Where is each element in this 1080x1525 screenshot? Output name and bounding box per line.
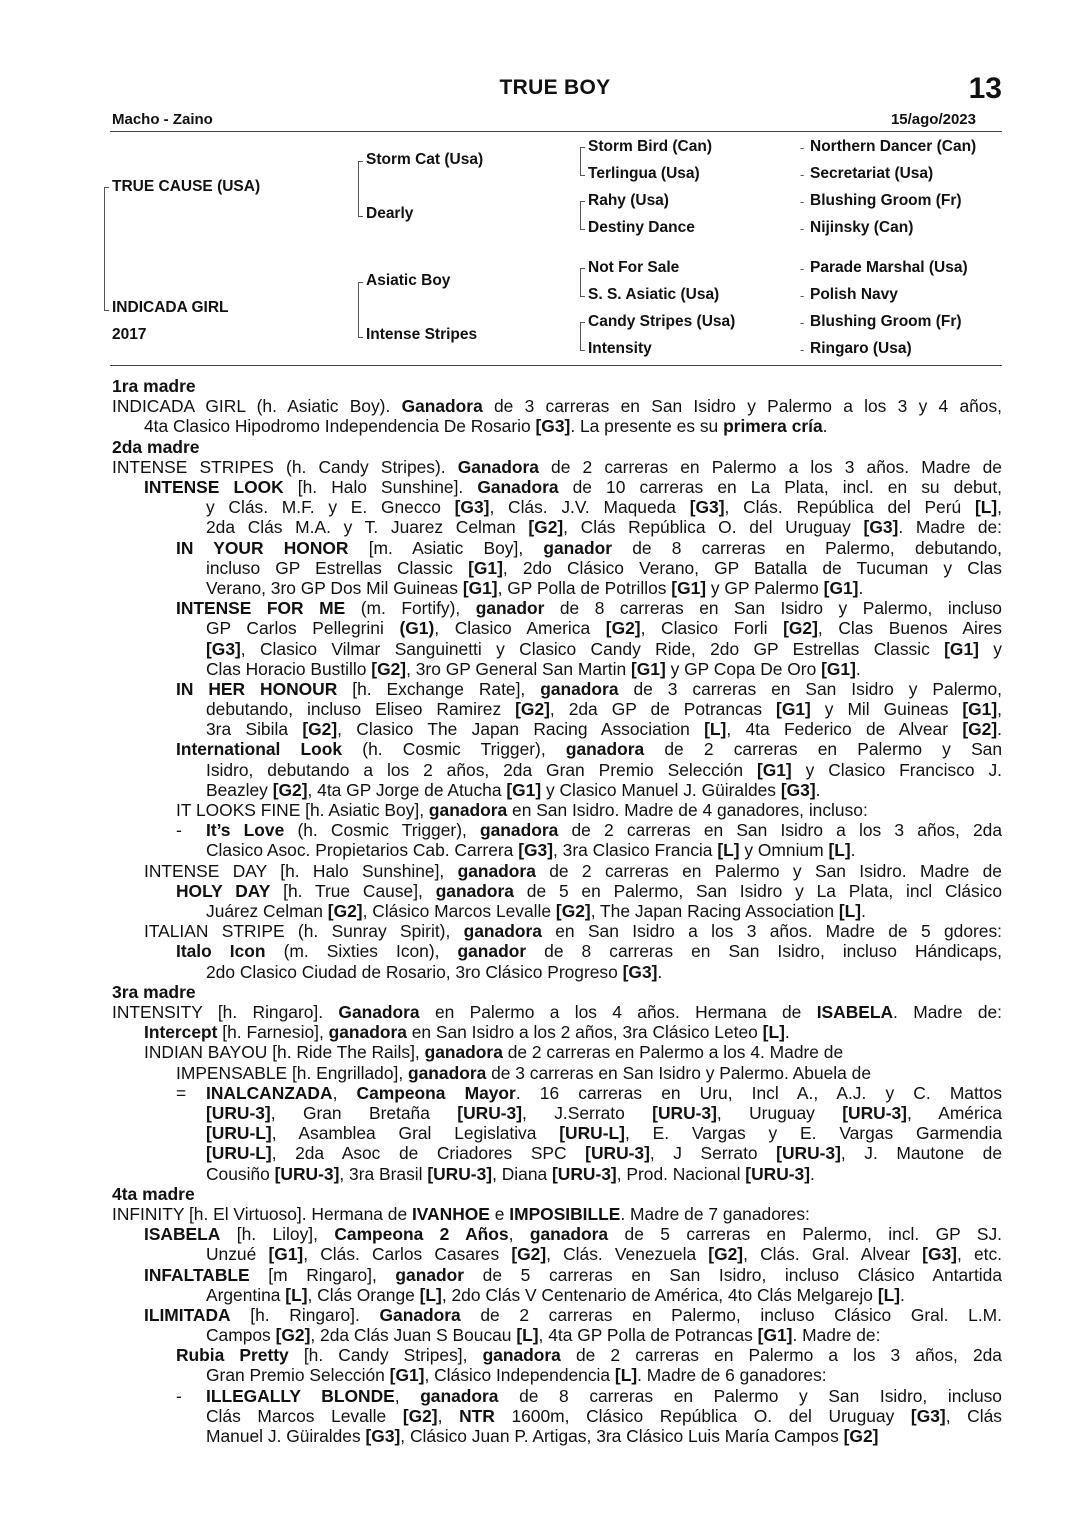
pedigree-g4-5: Parade Marshal (Usa)	[810, 259, 968, 276]
text-line: [G3], Clasico Vilmar Sanguinetti y Clasico Candy Ride, 2do GP Estrellas Classic [G1] y	[206, 638, 1002, 659]
text-line: INDIAN BAYOU [h. Ride The Rails], ganadora de 2 carreras en Palermo a los 4. Madre de	[144, 1042, 844, 1063]
horse-name: TRUE BOY	[499, 76, 611, 99]
pedigree-g3-2: Terlingua (Usa)	[588, 165, 700, 182]
pedigree-g4-6: Polish Navy	[810, 286, 898, 303]
text-line: Unzué [G1], Clás. Carlos Casares [G2], Clás. Venezuela [G2], Clás. Gral. Alvear [G3], etc.	[206, 1244, 1002, 1265]
text-line: Cousiño [URU-3], 3ra Brasil [URU-3], Diana [URU-3], Prod. Nacional [URU-3].	[206, 1163, 815, 1184]
text-line: incluso GP Estrellas Classic [G1], 2do Clásico Verano, GP Batalla de Tucuman y Clas	[206, 557, 1002, 578]
pedigree-sire: TRUE CAUSE (USA)	[112, 178, 261, 195]
female-family-text	[112, 376, 1002, 1446]
text-line: International Look (h. Cosmic Trigger), ganadora de 2 carreras en Palermo y San	[176, 739, 1002, 760]
pedigree-g4-4: Nijinsky (Can)	[810, 219, 914, 236]
text-line: ISABELA [h. Liloy], Campeona 2 Años, ganadora de 5 carreras en Palermo, incl. GP SJ.	[144, 1224, 1002, 1245]
text-line: INFALTABLE [m Ringaro], ganador de 5 carreras en San Isidro, incluso Clásico Antartida	[144, 1264, 1002, 1285]
text-line: INTENSE DAY [h. Halo Sunshine], ganadora de 2 carreras en Palermo y San Isidro. Madre de	[144, 860, 1002, 881]
pedigree-g4-3: Blushing Groom (Fr)	[810, 192, 962, 209]
section-heading: 3ra madre	[112, 981, 196, 1002]
pedigree-g2-1: Storm Cat (Usa)	[366, 151, 484, 168]
text-line: Intercept [h. Farnesio], ganadora en San Isidro a los 2 años, 3ra Clásico Leteo [L].	[144, 1022, 790, 1043]
text-line: INTENSE FOR ME (m. Fortify), ganador de 8 carreras en San Isidro y Palermo, incluso	[176, 598, 1002, 619]
pedigree-rule	[110, 365, 1002, 366]
pedigree-g3-5: Not For Sale	[588, 259, 680, 276]
text-line: HOLY DAY [h. True Cause], ganadora de 5 en Palermo, San Isidro y La Plata, incl Clásico	[176, 880, 1002, 901]
pedigree-g4-7: Blushing Groom (Fr)	[810, 313, 962, 330]
pedigree-year: 2017	[112, 326, 147, 343]
pedigree-g3-3: Rahy (Usa)	[588, 192, 669, 209]
text-line: INDICADA GIRL (h. Asiatic Boy). Ganadora de 3 carreras en San Isidro y Palermo a los 3 y 4 años,	[112, 396, 1002, 417]
list-marker: -	[176, 1385, 182, 1406]
pedigree-g4-1: Northern Dancer (Can)	[810, 138, 977, 155]
pedigree-dash: -	[800, 342, 805, 357]
text-line: INTENSE LOOK [h. Halo Sunshine]. Ganadora de 10 carreras en La Plata, incl. en su debut,	[144, 476, 1002, 497]
text-line: GP Carlos Pellegrini (G1), Clasico America [G2], Clasico Forli [G2], Clas Buenos Aires	[206, 618, 1002, 639]
pedigree-g3-4: Destiny Dance	[588, 219, 695, 236]
pedigree-dash: -	[800, 140, 805, 155]
section-heading: 1ra madre	[112, 376, 196, 396]
pedigree-g2-3: Asiatic Boy	[366, 272, 451, 289]
pedigree-dash: -	[800, 167, 805, 182]
pedigree-dash: -	[800, 261, 805, 276]
pedigree-g3-1: Storm Bird (Can)	[588, 138, 712, 155]
text-line: 2do Clasico Ciudad de Rosario, 3ro Clásico Progreso [G3].	[206, 961, 663, 982]
catalog-date: 15/ago/2023	[890, 111, 976, 128]
text-line: Isidro, debutando a los 2 años, 2da Gran Premio Selección [G1] y Clasico Francisco J.	[206, 759, 1002, 780]
text-line: IN HER HONOUR [h. Exchange Rate], ganadora de 3 carreras en San Isidro y Palermo,	[176, 678, 1002, 699]
sex-color: Macho - Zaino	[112, 111, 213, 128]
section-heading: 4ta madre	[112, 1183, 195, 1204]
text-line: Juárez Celman [G2], Clásico Marcos Levalle [G2], The Japan Racing Association [L].	[206, 901, 866, 921]
pedigree-bracket-dam	[104, 187, 109, 311]
text-line: Campos [G2], 2da Clás Juan S Boucau [L], 4ta GP Polla de Potrancas [G1]. Madre de:	[206, 1325, 881, 1346]
pedigree-g3-6: S. S. Asiatic (Usa)	[588, 286, 720, 303]
pedigree-dash: -	[800, 194, 805, 209]
text-line: Beazley [G2], 4ta GP Jorge de Atucha [G1] y Clasico Manuel J. Güiraldes [G3].	[206, 779, 821, 800]
text-line: Clasico Asoc. Propietarios Cab. Carrera [G3], 3ra Clasico Francia [L] y Omnium [L].	[206, 840, 856, 861]
pedigree-g4-2: Secretariat (Usa)	[810, 165, 934, 182]
pedigree-g2-4: Intense Stripes	[366, 326, 478, 343]
section-heading: 2da madre	[112, 436, 200, 457]
text-line: = INALCANZADA, Campeona Mayor. 16 carreras en Uru, Incl A., A.J. y C. Mattos	[176, 1082, 1002, 1103]
text-line: INFINITY [h. El Virtuoso]. Hermana de IVANHOE e IMPOSIBILLE. Madre de 7 ganadores:	[112, 1203, 810, 1224]
text-line: Verano, 3ro GP Dos Mil Guineas [G1], GP Polla de Potrillos [G1] y GP Palermo [G1].	[206, 577, 864, 598]
text-line: Clás Marcos Levalle [G2], NTR 1600m, Clásico República O. del Uruguay [G3], Clás	[206, 1405, 1002, 1426]
pedigree-bracket-g3-2	[580, 201, 585, 230]
text-line: INTENSE STRIPES (h. Candy Stripes). Ganadora de 2 carreras en Palermo a los 3 años. Madre de	[112, 456, 1002, 477]
text-line: Clas Horacio Bustillo [G2], 3ro GP General San Martin [G1] y GP Copa De Oro [G1].	[206, 658, 861, 679]
pedigree-g2-2: Dearly	[366, 205, 414, 222]
text-line: [URU-L], Asamblea Gral Legislativa [URU-L], E. Vargas y E. Vargas Garmendia	[206, 1123, 1002, 1144]
pedigree-bracket-g3-4	[580, 322, 585, 351]
pedigree-dash: -	[800, 221, 805, 236]
pedigree-bracket-sire-parents	[358, 161, 363, 217]
text-line: Rubia Pretty [h. Candy Stripes], ganadora de 2 carreras en Palermo a los 3 años, 2da	[176, 1345, 1002, 1366]
list-marker: =	[176, 1082, 187, 1103]
pedigree-dam: INDICADA GIRL	[112, 299, 229, 316]
text-line: 4ta Clasico Hipodromo Independencia De Rosario [G3]. La presente es su primera cría.	[144, 416, 828, 437]
text-line: INTENSITY [h. Ringaro]. Ganadora en Palermo a los 4 años. Hermana de ISABELA. Madre de:	[112, 1001, 1002, 1022]
pedigree-bracket-g3-1	[580, 147, 585, 176]
text-line: - It’s Love (h. Cosmic Trigger), ganadora de 2 carreras en San Isidro a los 3 años, 2da	[176, 820, 1002, 841]
text-line: 2da Clás M.A. y T. Juarez Celman [G2], Clás República O. del Uruguay [G3]. Madre de:	[206, 517, 1002, 538]
pedigree-g4-8: Ringaro (Usa)	[810, 340, 912, 357]
lot-number: 13	[968, 72, 1002, 105]
text-line: Argentina [L], Clás Orange [L], 2do Clás V Centenario de América, 4to Clás Melgarejo [L].	[206, 1284, 905, 1305]
text-line: IT LOOKS FINE [h. Asiatic Boy], ganadora en San Isidro. Madre de 4 ganadores, incluso:	[176, 800, 868, 821]
text-line: IMPENSABLE [h. Engrillado], ganadora de 3 carreras en San Isidro y Palermo. Abuela de	[176, 1062, 872, 1083]
text-line: - ILLEGALLY BLONDE, ganadora de 8 carreras en Palermo y San Isidro, incluso	[176, 1385, 1002, 1406]
text-line: 3ra Sibila [G2], Clasico The Japan Racing Association [L], 4ta Federico de Alvear [G2].	[206, 719, 1002, 740]
text-line: [URU-L], 2da Asoc de Criadores SPC [URU-3], J Serrato [URU-3], J. Mautone de	[206, 1143, 1002, 1164]
header-rule	[110, 131, 1002, 132]
text-line: ITALIAN STRIPE (h. Sunray Spirit), ganadora en San Isidro a los 3 años. Madre de 5 gdores:	[144, 921, 1002, 942]
text-line: debutando, incluso Eliseo Ramirez [G2], 2da GP de Potrancas [G1] y Mil Guineas [G1],	[206, 699, 1002, 720]
text-line: [URU-3], Gran Bretaña [URU-3], J.Serrato [URU-3], Uruguay [URU-3], América	[206, 1102, 1002, 1123]
text-line: ILIMITADA [h. Ringaro]. Ganadora de 2 carreras en Palermo, incluso Clásico Gral. L.M.	[144, 1304, 1002, 1325]
pedigree-g3-7: Candy Stripes (Usa)	[588, 313, 736, 330]
pedigree-dash: -	[800, 288, 805, 303]
pedigree-bracket-g3-3	[580, 268, 585, 297]
text-line: Manuel J. Güiraldes [G3], Clásico Juan P. Artigas, 3ra Clásico Luis María Campos [G2]	[206, 1426, 879, 1447]
text-line: y Clás. M.F. y E. Gnecco [G3], Clás. J.V. Maqueda [G3], Clás. República del Perú [L],	[206, 497, 1002, 518]
pedigree-dash: -	[800, 315, 805, 330]
text-line: Italo Icon (m. Sixties Icon), ganador de 8 carreras en San Isidro, incluso Hándicaps,	[176, 941, 1002, 962]
pedigree-bracket-dam-parents	[358, 282, 363, 338]
list-marker: -	[176, 820, 182, 841]
pedigree-g3-8: Intensity	[588, 340, 652, 357]
text-line: Gran Premio Selección [G1], Clásico Independencia [L]. Madre de 6 ganadores:	[206, 1365, 827, 1386]
text-line: IN YOUR HONOR [m. Asiatic Boy], ganador de 8 carreras en Palermo, debutando,	[176, 537, 1002, 558]
